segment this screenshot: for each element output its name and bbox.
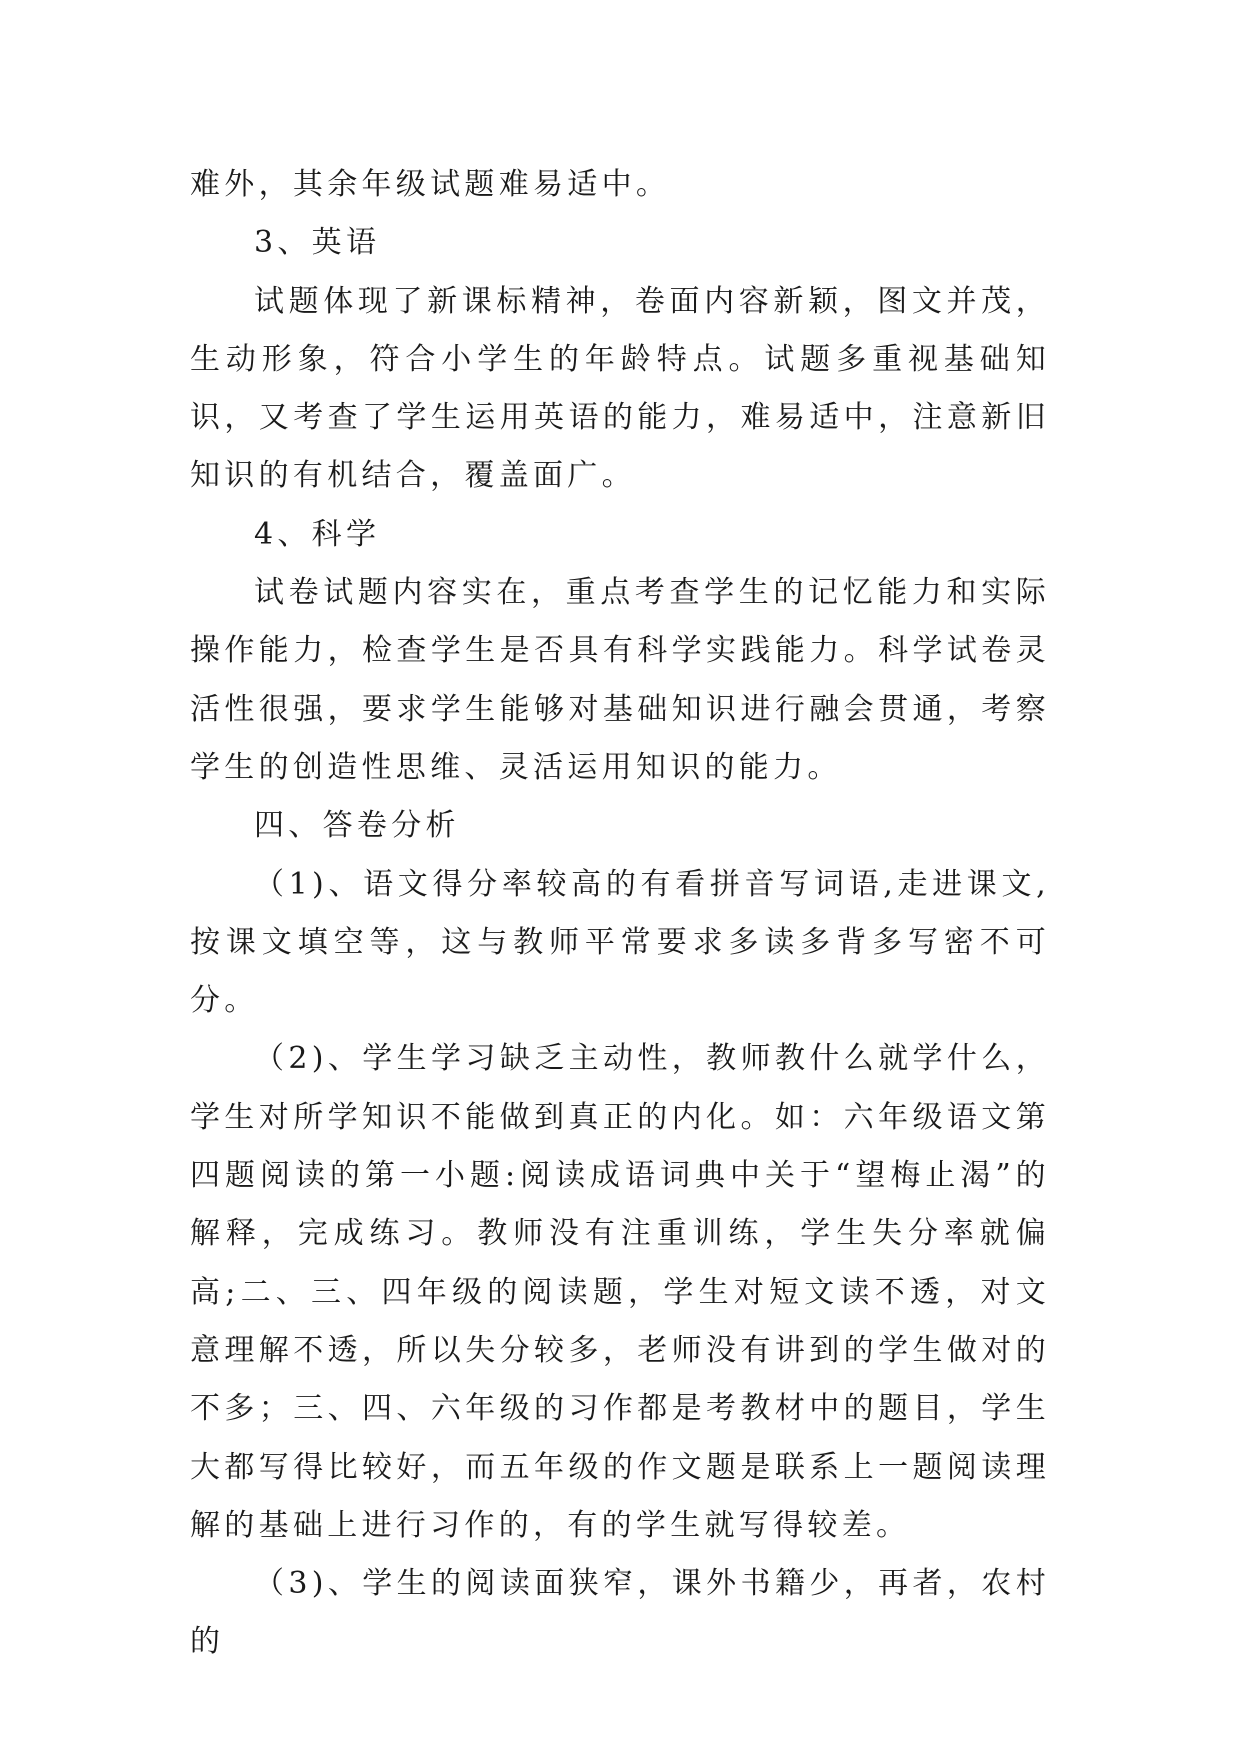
paragraph-analysis-2: （2)、学生学习缺乏主动性，教师教什么就学什么，学生对所学知识不能做到真正的内化。如：六年级语文第四题阅读的第一小题:阅读成语词典中关于“望梅止渴”的解释，完成练习。教师没有注重训练，学生失分率就偏高;二、三、四年级的阅读题，学生对短文读不透，对文意理解不透，所以失分较多，老师没有讲到的学生做对的不多；三、四、六年级的习作都是考教材中的题目，学生大都写得比较好，而五年级的作文题是联系上一题阅读理解的基础上进行习作的，有的学生就写得较差。 [190, 1041, 1050, 1543]
paragraph-science: 试卷试题内容实在，重点考查学生的记忆能力和实际操作能力，检查学生是否具有科学实践能力。科学试卷灵活性很强，要求学生能够对基础知识进行融会贯通，考察学生的创造性思维、灵活运用知识的能力。 [190, 575, 1050, 785]
paragraph-analysis-3: （3)、学生的阅读面狭窄，课外书籍少，再者，农村的 [190, 1566, 1050, 1660]
paragraph-english: 试题体现了新课标精神，卷面内容新颖，图文并茂，生动形象，符合小学生的年龄特点。试题多重视基础知识，又考查了学生运用英语的能力，难易适中，注意新旧知识的有机结合，覆盖面广。 [190, 283, 1050, 494]
heading-english: 3、英语 [254, 225, 381, 261]
heading-answer-analysis: 四、答卷分析 [254, 808, 460, 844]
paragraph-analysis-1: （1)、语文得分率较高的有看拼音写词语,走进课文,按课文填空等，这与教师平常要求多读多背多写密不可分。 [190, 866, 1050, 1019]
heading-science: 4、科学 [254, 516, 381, 552]
document-body [190, 156, 1050, 1672]
paragraph-continuation: 难外，其余年级试题难易适中。 [190, 167, 671, 202]
